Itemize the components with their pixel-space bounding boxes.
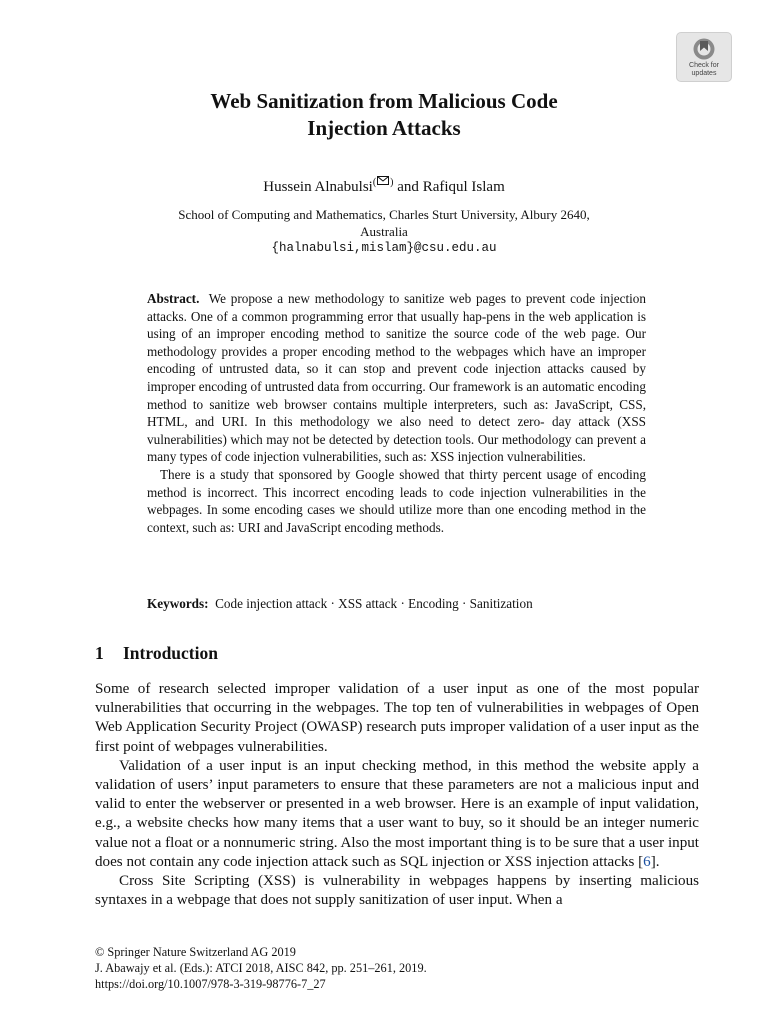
footer	[95, 944, 427, 992]
section-heading	[95, 642, 218, 664]
body-text	[95, 680, 699, 910]
corresponding-author-mark: ( )	[372, 177, 394, 188]
abstract-text-1: We propose a new methodology to sanitize web pages to prevent code injection attacks. One of a common programming error that usually hap-pens in the web application is using of an improper encoding method to sanitize the source code of the web page. Our methodology provides a proper encoding method to the webpages which have an improper encoding of untrusted data, so it can stop and prevent code injection attacks caused by improper encoding of untrusted data from occurring. Our framework is an automatic encoding method to sanitize web browser contains multiple interpreters, such as: JavaScript, CSS, HTML, and URI. In this methodology we also need to detect zero- day attack (XSS vulnerabilities) which may not be detected by detection tools. Our methodology can prevent a many types of code injection vulnerabilities, such as: XSS injection vulnerabilities.	[147, 291, 646, 465]
keywords-list: Code injection attack · XSS attack · Encoding · Sanitization	[215, 596, 533, 611]
keywords	[147, 595, 646, 613]
author-1: Hussein Alnabulsi	[263, 179, 373, 195]
affiliation	[120, 206, 648, 257]
badge-label-line1: Check for	[689, 62, 719, 69]
section-title: Introduction	[123, 643, 218, 663]
affiliation-line-2: Australia	[360, 224, 408, 239]
author-2: Rafiqul Islam	[422, 179, 505, 195]
bookmark-ring-icon	[691, 37, 717, 61]
abstract-paragraph-2: There is a study that sponsored by Google showed that thirty percent usage of encoding method is incorrect. This incorrect encoding leads to code injection vulnerabilities in the webpages. In some encoding cases we should utilize more than one encoding method in the context, such as: URI and JavaScript encoding methods.	[147, 466, 646, 535]
author-list	[120, 173, 648, 197]
author-connector: and	[397, 179, 419, 195]
body-paragraph-2-text: Validation of a user input is an input checking method, in this method the website apply a validation of users’ input parameters to ensure that these parameters are not a malicious input and valid to enter the webserver or presented in a web browser. Here is an example of input validation, e.g., a website checks how many items that a user want to buy, so it should be an integer numeric value not a float or a nonnumeric string. Also the most important thing is to be sure that a user input does not contain any code injection attack such as SQL injection or XSS injection attacks [	[95, 757, 699, 870]
body-paragraph-2	[95, 757, 699, 872]
badge-label-line2: updates	[691, 70, 717, 77]
paper-title	[120, 88, 648, 142]
keywords-label: Keywords:	[147, 596, 209, 611]
abstract	[147, 290, 646, 536]
section-number: 1	[95, 643, 104, 663]
title-line-1: Web Sanitization from Malicious Code	[210, 89, 558, 113]
copyright-line: © Springer Nature Switzerland AG 2019	[95, 945, 296, 959]
citation-link[interactable]: 6	[643, 853, 651, 870]
citation-line: J. Abawajy et al. (Eds.): ATCI 2018, AISC 842, pp. 251–261, 2019.	[95, 961, 427, 975]
author-emails[interactable]: {halnabulsi,mislam}@csu.edu.au	[271, 241, 497, 255]
abstract-paragraph-1	[147, 290, 646, 466]
body-paragraph-1: Some of research selected improper validation of a user input as one of the most popular vulnerabilities that occurring in the webpages. The top ten of vulnerabilities in webpages of Open Web Application Security Project (OWASP) research puts improper validation of a user input as the first point of webpages vulnerabilities.	[95, 681, 699, 755]
body-paragraph-3: Cross Site Scripting (XSS) is vulnerability in webpages happens by inserting malicious syntaxes in a webpage that does not supply sanitization of user input. When a	[95, 873, 699, 909]
body-paragraph-2-end: ].	[650, 853, 660, 870]
envelope-icon	[377, 176, 389, 185]
title-line-2: Injection Attacks	[307, 116, 461, 140]
affiliation-line-1: School of Computing and Mathematics, Charles Sturt University, Albury 2640,	[178, 207, 590, 222]
check-for-updates-badge[interactable]	[676, 32, 732, 82]
doi-link[interactable]: https://doi.org/10.1007/978-3-319-98776-7_27	[95, 977, 326, 991]
abstract-label: Abstract.	[147, 291, 200, 306]
